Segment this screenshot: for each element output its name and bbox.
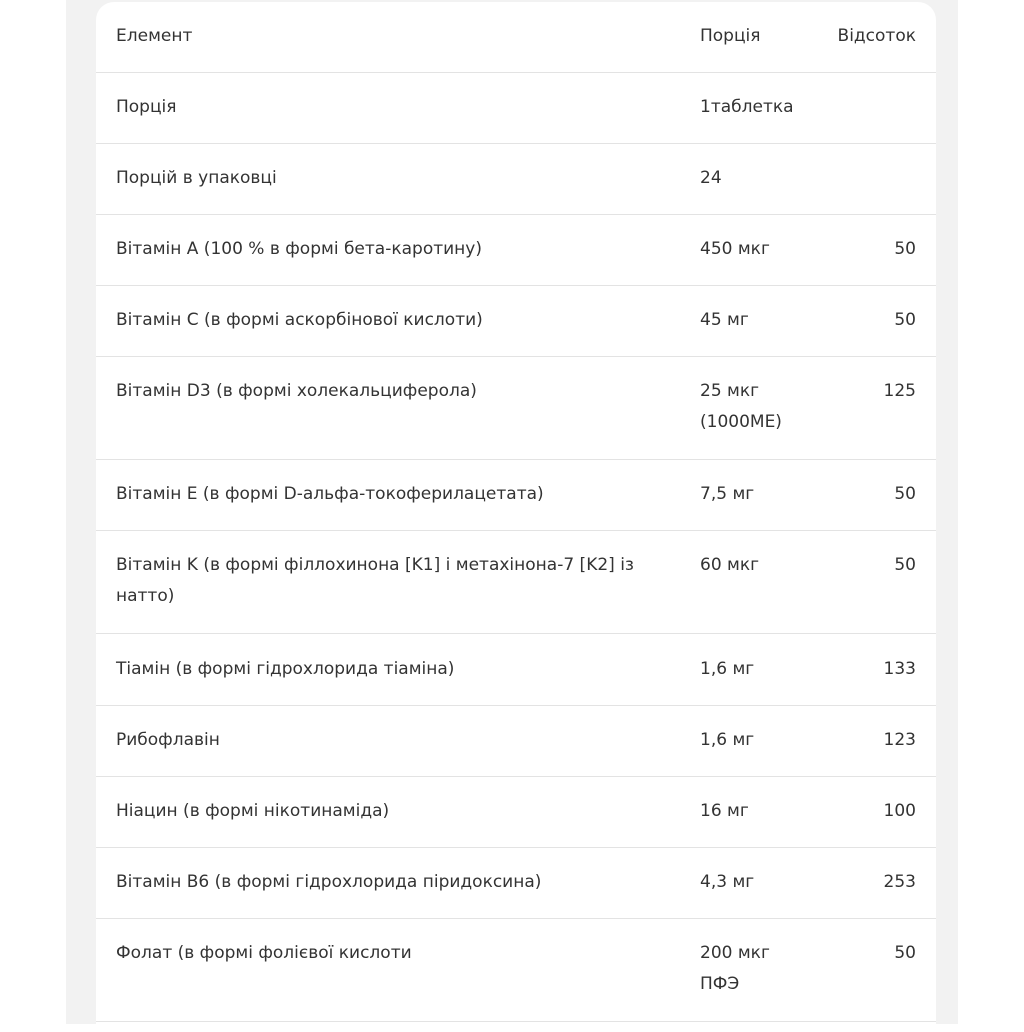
- row-portion: 45 мг: [700, 310, 749, 330]
- row-portion: 1,6 мг: [700, 730, 755, 750]
- row-element: Вітамін D3 (в формі холекальциферола): [116, 381, 477, 401]
- row-percent: 50: [894, 239, 916, 259]
- row-element: Вітамін C (в формі аскорбінової кислоти): [116, 310, 483, 330]
- row-portion: 25 мкг (1000МЕ): [700, 381, 782, 432]
- row-percent: 133: [883, 659, 916, 679]
- table-row: [96, 215, 936, 286]
- row-element: Вітамін E (в формі D-альфа-токоферилацетата): [116, 484, 544, 504]
- row-percent: 123: [883, 730, 916, 750]
- table-row: [96, 531, 936, 634]
- table-row: [96, 634, 936, 706]
- row-portion: 4,3 мг: [700, 872, 755, 892]
- row-portion: 60 мкг: [700, 555, 760, 575]
- table-row: [96, 848, 936, 919]
- row-element: Порцій в упаковці: [116, 168, 277, 188]
- table-row: [96, 286, 936, 357]
- row-portion: 450 мкг: [700, 239, 770, 259]
- row-element: Фолат (в формі фолієвої кислоти: [116, 943, 412, 963]
- row-element: Вітамін B6 (в формі гідрохлорида піридоксина): [116, 872, 542, 892]
- header-element: Елемент: [116, 26, 193, 46]
- row-portion: 1таблетка: [700, 97, 794, 117]
- row-element: Вітамін K (в формі філлохинона [K1] і метахінона-7 [K2] із натто): [116, 555, 634, 606]
- header-portion: Порція: [700, 26, 761, 46]
- row-portion: 7,5 мг: [700, 484, 755, 504]
- row-percent: 125: [883, 381, 916, 401]
- row-portion: 16 мг: [700, 801, 749, 821]
- row-portion: 1,6 мг: [700, 659, 755, 679]
- row-element: Тіамін (в формі гідрохлорида тіаміна): [116, 659, 455, 679]
- header-percent: Відсоток: [837, 26, 916, 46]
- row-percent: 50: [894, 943, 916, 963]
- table-header-row: [96, 2, 936, 73]
- row-percent: 253: [883, 872, 916, 892]
- row-portion: 200 мкг ПФЭ: [700, 943, 770, 994]
- row-portion: 24: [700, 168, 722, 188]
- row-element: Вітамін A (100 % в формі бета-каротину): [116, 239, 482, 259]
- nutrition-table: [96, 2, 936, 1032]
- table-row: [96, 706, 936, 777]
- row-percent: 100: [883, 801, 916, 821]
- table-row: [96, 144, 936, 215]
- row-element: Ніацин (в формі нікотинаміда): [116, 801, 390, 821]
- table-row: [96, 460, 936, 531]
- table-row: [96, 919, 936, 1022]
- row-percent: 50: [894, 310, 916, 330]
- table-row: [96, 73, 936, 144]
- row-percent: 50: [894, 555, 916, 575]
- row-element: Порція: [116, 97, 177, 117]
- table-row: [96, 777, 936, 848]
- row-element: Рибофлавін: [116, 730, 220, 750]
- table-row: [96, 357, 936, 460]
- row-percent: 50: [894, 484, 916, 504]
